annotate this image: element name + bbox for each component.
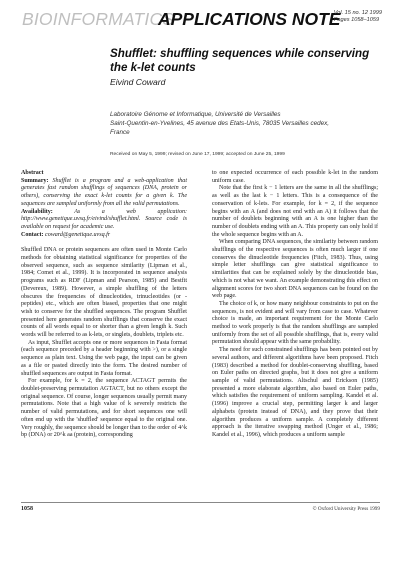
footer-rule	[21, 502, 380, 503]
body-paragraph: When comparing DNA sequences, the similarity between random shufflings of the respective sequences is often much larger if one conserves the dinucleotide frequencies (Fitch, 1983). Thus, using simple letter shufflings can give statistical significance to similarities that can be explained solely by the dinucleotide bias, which is not what we want. An example demonstrating this effect on alignment scores for two short DNA sequences can be found on the web page.	[212, 239, 378, 300]
body-paragraph: The choice of k, or how many neighbour constraints to put on the sequences, is not evident and will vary from case to case. Whatever choice is made, an important requirement for the Monte Carlo method to work properly is that the random shufflings are sampled uniformly from the set of all possible shufflings, that is, every valid permutation should appear with the same probability.	[212, 300, 378, 346]
page-number: 1058	[21, 506, 33, 512]
summary-label: Summary:	[21, 177, 49, 184]
availability-label: Availability:	[21, 208, 53, 215]
title-line-1: Shufflet: shuffling sequences while conserving	[110, 47, 370, 60]
contact-text: coward@genetique.uvsq.fr	[45, 231, 111, 238]
body-paragraph: Note that the first k − 1 letters are the same in all the shufflings; as well as the last k − 1 letters. This is a consequence of the conservation of k-lets. For example, for k = 2, if the sequence begins with an A (and does not end with an A) it follows that the number of doublets beginning with an A is one higher than the number of doublets ending with an A. This property can only hold if the whole sequence begins with an A.	[212, 185, 378, 238]
abstract-contact	[21, 232, 187, 240]
abstract-availability	[21, 209, 187, 232]
volume-number: Vol. 15 no. 12 1999	[333, 10, 382, 16]
copyright-notice: © Oxford University Press 1999	[312, 506, 380, 512]
abstract-heading: Abstract	[21, 170, 44, 176]
article-title	[110, 47, 380, 75]
contact-label: Contact:	[21, 231, 44, 238]
right-column	[212, 170, 378, 440]
body-paragraph: Shuffled DNA or protein sequences are often used in Monte Carlo methods for obtaining statistical significance for properties of the observed sequence, such as sequence similarity (Lipman et al., 1984; Comet et al., 1999). It is incorporated in sequence analysis programs such as RDF (Lipman and Pearson, 1985) and Bestfit (Devereux, 1989). However, a simple shuffling of the letters obscures the frequencies of dinucleotides, trinucleotides (or -peptides) etc., which are often biased, properties that one might wish to conserve for the shuffled sequences. The program Shufflet presented here generates random shufflings that conserve the exact counts of all words equal to or shorter than a given length k. Such words will be referred to as k-lets, or singlets, doublets, triplets etc.	[21, 247, 187, 339]
body-paragraph: The need for such constrained shufflings has been pointed out by several authors, and different algorithms have been proposed. Fitch (1983) described a method for doublet-conserving shuffling, based on Euler paths on directed graphs, but it does not give a uniform sample of valid permutations. Altschul and Erickson (1985) presented a more elaborate algorithm, also based on Euler paths, which satisfies the requirement of uniform sampling. Kandel et al. (1996) improve a crucial step, permitting larger k and larger alphabets (protein instead of DNA), and they prove that their algorithm produces a uniform sample. A completely different approach is the iterative swapping method (Unger et al., 1986; Kandel et al., 1996), which produces a uniform sample	[212, 347, 378, 438]
affiliation-line-2: Saint-Quentin-en-Yvelines, 45 avenue des Etats-Unis, 78035 Versailles cedex,	[110, 120, 329, 127]
volume-info	[334, 10, 382, 24]
received-dates: Received on May 5, 1999; revised on June 17, 1999; accepted on June 25, 1999	[110, 152, 285, 157]
section-label: APPLICATIONS NOTE	[158, 9, 341, 29]
page-range: Pages 1058–1059	[333, 17, 380, 23]
summary-text: Shufflet is a program and a web-application that generates fast random shufflings of sequences (DNA, protein or others), conserving the exact k-let counts for a given k. The sequences are sampled uniformly from all the valid permutations.	[21, 177, 188, 207]
journal-name: BIOINFORMATICS	[22, 9, 175, 29]
title-line-2: the k-let counts	[110, 61, 196, 74]
body-paragraph: For example, for k = 2, the sequence ACTAGT permits the doublet-preserving permutation AGTACT, but no others except the original sequence. Of course, longer sequences usually permit many permutations. Note that a high value of k severely restricts the number of valid permutations, and for short sequences one will often end up with the 'shuffled' sequence equal to the original one. Very roughly, the sequence should be longer than to the order of 4^k bp (DNA) or 20^k aa (protein), corresponding	[21, 378, 187, 439]
abstract-summary	[21, 178, 187, 209]
journal-header	[22, 7, 382, 33]
left-column	[21, 170, 187, 440]
body-paragraph: As input, Shufflet accepts one or more sequences in Fasta format (each sequence preceded by a header beginning with >), or a single sequence as plain text. Using the web page, the input can be given as a file or pasted directly into the form. The desired number of shuffled sequences are output in Fasta format.	[21, 339, 187, 377]
availability-text: As a web application: http://www.genetique.uvsq.fr/eivind/shufflet.html. Source code is available on request for academic use.	[21, 208, 187, 230]
affiliation	[110, 110, 380, 137]
author-name: Eivind Coward	[110, 77, 166, 87]
affiliation-line-1: Laboratoire Génome et Informatique, Université de Versailles	[110, 111, 281, 118]
body-paragraph: to one expected occurrence of each possible k-let in the random uniform case.	[212, 170, 378, 184]
affiliation-line-3: France	[110, 129, 130, 136]
